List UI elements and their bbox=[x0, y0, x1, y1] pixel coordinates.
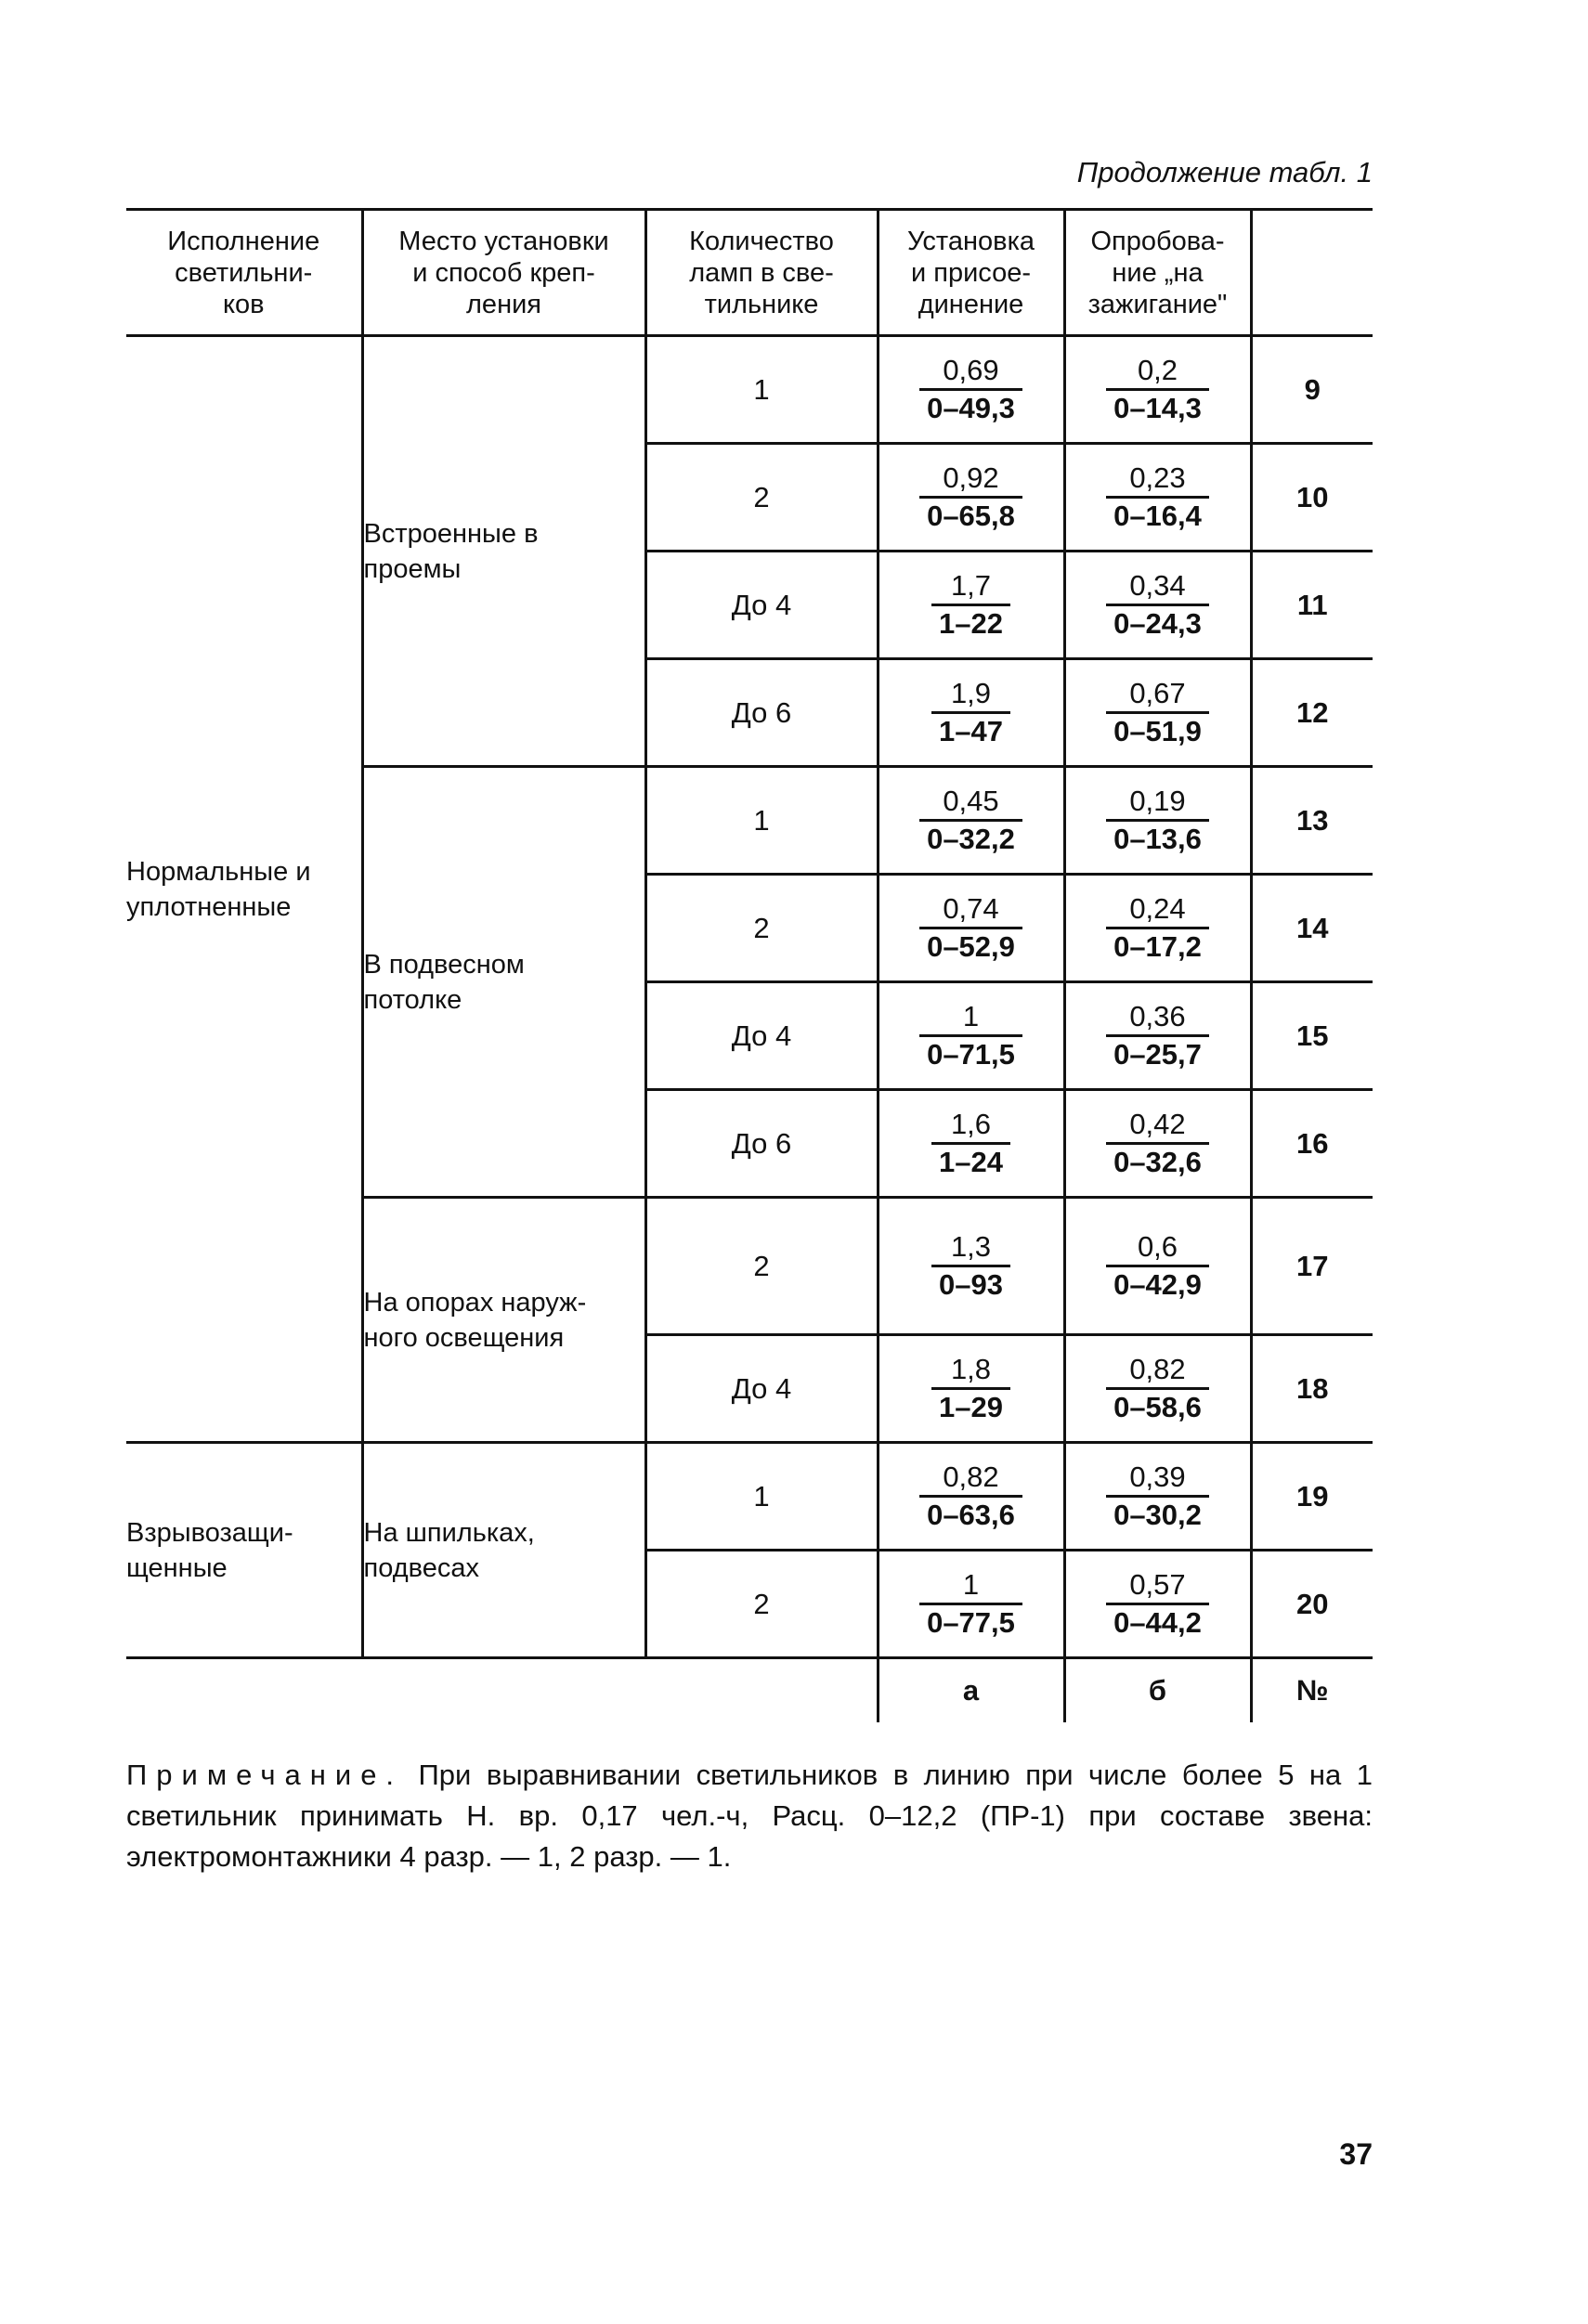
row-number-cell: 18 bbox=[1251, 1335, 1373, 1443]
installation-cell: $\frac{1}{0-77,5}$ bbox=[878, 1551, 1064, 1658]
footer-col-b: б bbox=[1064, 1658, 1251, 1723]
lamp-count-cell: 1 bbox=[645, 336, 878, 444]
installation-cell: $\frac{1}{0-71,5}$ bbox=[878, 982, 1064, 1090]
ignition-test-cell: $\frac{0,82}{0-58,6}$ bbox=[1064, 1335, 1251, 1443]
ignition-test-cell: $\frac{0,39}{0-30,2}$ bbox=[1064, 1443, 1251, 1551]
row-number-cell: 12 bbox=[1251, 659, 1373, 767]
row-number-cell: 15 bbox=[1251, 982, 1373, 1090]
ignition-test-cell: $\frac{0,6}{0-42,9}$ bbox=[1064, 1198, 1251, 1335]
row-number-cell: 13 bbox=[1251, 767, 1373, 875]
place-outdoor-poles: На опорах наруж- ного освещения bbox=[362, 1198, 645, 1443]
note-text: При выравнивании светильников в линию при числе более 5 на 1 светильник принимать Н. вр. 0,17 чел.-ч, Расц. 0–12,2 (ПР-1) при составе звена: электромонтажники 4 разр. — 1, 2 разр. — 1. bbox=[126, 1759, 1373, 1873]
place-suspended-ceiling: В подвесном потолке bbox=[362, 767, 645, 1198]
ignition-test-cell: $\frac{0,42}{0-32,6}$ bbox=[1064, 1090, 1251, 1198]
header-mounting-place: Место установки и способ креп- ления bbox=[362, 210, 645, 336]
ignition-test-cell: $\frac{0,19}{0-13,6}$ bbox=[1064, 767, 1251, 875]
ignition-test-cell: $\frac{0,57}{0-44,2}$ bbox=[1064, 1551, 1251, 1658]
installation-cell: $\frac{1,6}{1-24}$ bbox=[878, 1090, 1064, 1198]
norms-table bbox=[126, 208, 1373, 1722]
table-footer-row bbox=[126, 1658, 1373, 1723]
footer-col-a: а bbox=[878, 1658, 1064, 1723]
header-installation: Установка и присое- динение bbox=[878, 210, 1064, 336]
group-explosion-proof: Взрывозащи- щенные bbox=[126, 1443, 362, 1658]
table-note bbox=[126, 1755, 1373, 1877]
row-number-cell: 16 bbox=[1251, 1090, 1373, 1198]
installation-cell: $\frac{1,8}{1-29}$ bbox=[878, 1335, 1064, 1443]
row-number-cell: 14 bbox=[1251, 875, 1373, 982]
table-header-row bbox=[126, 210, 1373, 336]
installation-cell: $\frac{0,45}{0-32,2}$ bbox=[878, 767, 1064, 875]
ignition-test-cell: $\frac{0,2}{0-14,3}$ bbox=[1064, 336, 1251, 444]
row-number-cell: 11 bbox=[1251, 552, 1373, 659]
installation-cell: $\frac{1,3}{0-93}$ bbox=[878, 1198, 1064, 1335]
lamp-count-cell: До 4 bbox=[645, 982, 878, 1090]
note-label: Примечание. bbox=[126, 1759, 404, 1791]
table-row bbox=[126, 336, 1373, 444]
group-normal-sealed: Нормальные и уплотненные bbox=[126, 336, 362, 1443]
lamp-count-cell: 2 bbox=[645, 875, 878, 982]
row-number-cell: 9 bbox=[1251, 336, 1373, 444]
installation-cell: $\frac{0,82}{0-63,6}$ bbox=[878, 1443, 1064, 1551]
lamp-count-cell: 2 bbox=[645, 444, 878, 552]
ignition-test-cell: $\frac{0,34}{0-24,3}$ bbox=[1064, 552, 1251, 659]
installation-cell: $\frac{0,92}{0-65,8}$ bbox=[878, 444, 1064, 552]
header-ignition-test: Опробова- ние „на зажигание" bbox=[1064, 210, 1251, 336]
table-row bbox=[126, 1443, 1373, 1551]
place-studs-hangers: На шпильках, подвесах bbox=[362, 1443, 645, 1658]
header-execution: Исполнение светильни- ков bbox=[126, 210, 362, 336]
row-number-cell: 20 bbox=[1251, 1551, 1373, 1658]
lamp-count-cell: 1 bbox=[645, 767, 878, 875]
installation-cell: $\frac{0,74}{0-52,9}$ bbox=[878, 875, 1064, 982]
lamp-count-cell: До 6 bbox=[645, 1090, 878, 1198]
lamp-count-cell: До 4 bbox=[645, 1335, 878, 1443]
ignition-test-cell: $\frac{0,24}{0-17,2}$ bbox=[1064, 875, 1251, 982]
lamp-count-cell: 1 bbox=[645, 1443, 878, 1551]
page-number: 37 bbox=[1339, 2137, 1373, 2171]
header-lamp-count: Количество ламп в све- тильнике bbox=[645, 210, 878, 336]
installation-cell: $\frac{1,9}{1-47}$ bbox=[878, 659, 1064, 767]
ignition-test-cell: $\frac{0,23}{0-16,4}$ bbox=[1064, 444, 1251, 552]
header-row-number bbox=[1251, 210, 1373, 336]
lamp-count-cell: 2 bbox=[645, 1198, 878, 1335]
lamp-count-cell: До 6 bbox=[645, 659, 878, 767]
installation-cell: $\frac{0,69}{0-49,3}$ bbox=[878, 336, 1064, 444]
lamp-count-cell: 2 bbox=[645, 1551, 878, 1658]
footer-col-no: № bbox=[1251, 1658, 1373, 1723]
row-number-cell: 10 bbox=[1251, 444, 1373, 552]
ignition-test-cell: $\frac{0,67}{0-51,9}$ bbox=[1064, 659, 1251, 767]
place-built-in: Встроенные в проемы bbox=[362, 336, 645, 767]
table-caption: Продолжение табл. 1 bbox=[1076, 156, 1373, 188]
installation-cell: $\frac{1,7}{1-22}$ bbox=[878, 552, 1064, 659]
row-number-cell: 19 bbox=[1251, 1443, 1373, 1551]
lamp-count-cell: До 4 bbox=[645, 552, 878, 659]
ignition-test-cell: $\frac{0,36}{0-25,7}$ bbox=[1064, 982, 1251, 1090]
row-number-cell: 17 bbox=[1251, 1198, 1373, 1335]
